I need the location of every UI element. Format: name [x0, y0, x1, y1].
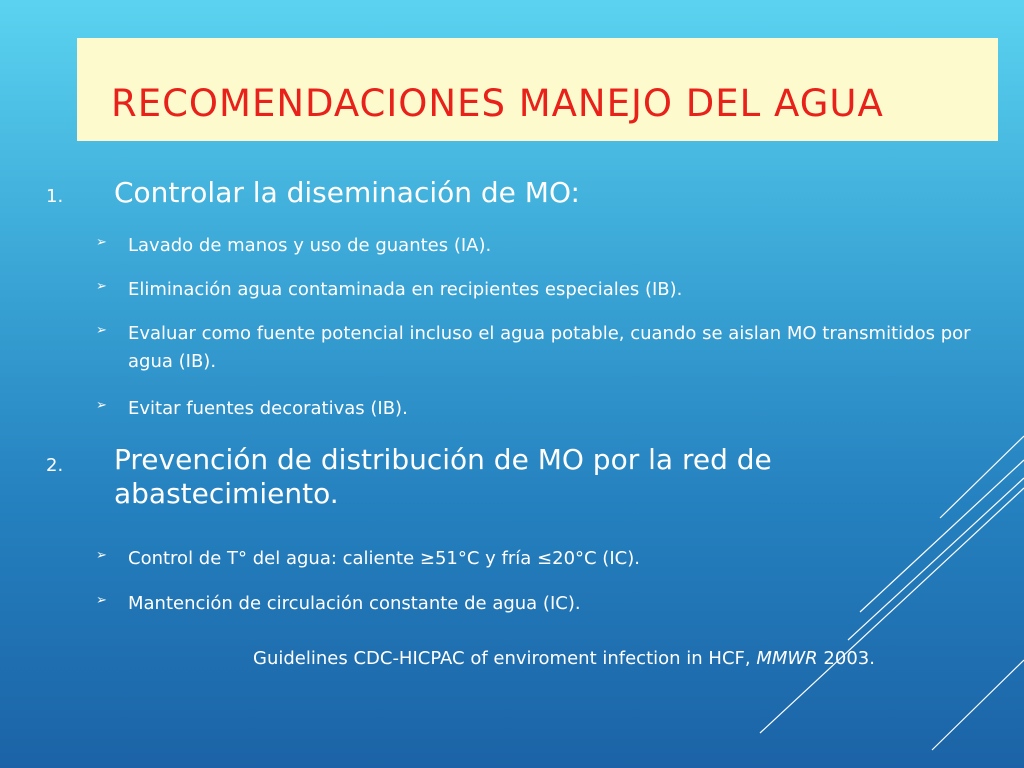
list-item-text: Control de T° del agua: caliente ≥51°C y fría ≤20°C (IC).: [128, 548, 640, 569]
chevron-right-icon: ➢: [96, 398, 107, 413]
section-number: 2.: [46, 455, 64, 476]
page-title: RECOMENDACIONES MANEJO DEL AGUA: [111, 82, 884, 125]
title-banner: [77, 38, 998, 141]
list-item-text: Mantención de circulación constante de agua (IC).: [128, 593, 581, 614]
section-heading: Controlar la diseminación de MO:: [114, 176, 580, 209]
chevron-right-icon: ➢: [96, 235, 107, 250]
list-item-text: Eliminación agua contaminada en recipientes especiales (IB).: [128, 279, 683, 300]
list-item-text: Lavado de manos y uso de guantes (IA).: [128, 235, 492, 256]
citation-year: 2003.: [817, 648, 875, 669]
list-item-text: Evitar fuentes decorativas (IB).: [128, 398, 408, 419]
chevron-right-icon: ➢: [96, 593, 107, 608]
citation-journal: MMWR: [756, 648, 818, 669]
chevron-right-icon: ➢: [96, 548, 107, 563]
section-heading: Prevención de distribución de MO por la red de abastecimiento.: [114, 443, 772, 510]
list-item-text: Evaluar como fuente potencial incluso el agua potable, cuando se aislan MO transmitidos por agua (IB).: [128, 323, 971, 372]
chevron-right-icon: ➢: [96, 323, 107, 338]
citation: [253, 648, 875, 669]
citation-text: Guidelines CDC-HICPAC of enviroment infection in HCF,: [253, 648, 757, 669]
section-number: 1.: [46, 186, 64, 207]
chevron-right-icon: ➢: [96, 279, 107, 294]
